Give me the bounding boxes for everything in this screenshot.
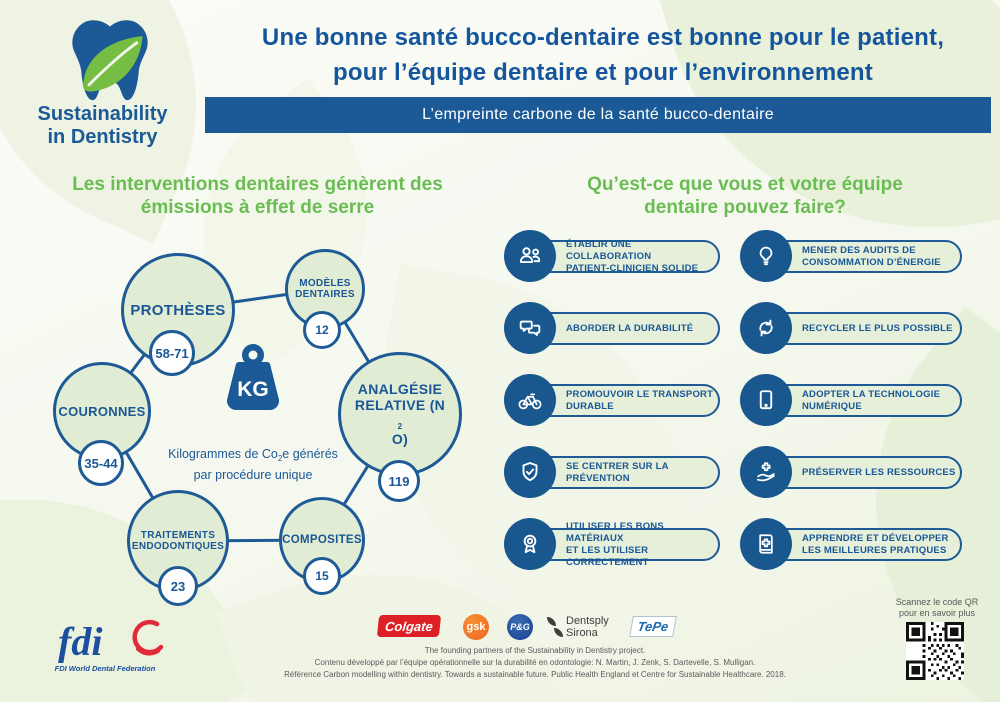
action-item-durabilite: ABORDER LA DURABILITÉ <box>504 302 720 354</box>
dentsply-sirona-icon <box>545 616 565 638</box>
value-badge-traitements: 23 <box>158 566 198 606</box>
bubble-modeles-dentaires: MODÈLES DENTAIRES <box>285 249 365 329</box>
bubble-traitements-endodontiques: TRAITEMENTS ENDODONTIQUES <box>127 490 229 592</box>
bubble-analgesie-relative: ANALGÉSIE RELATIVE (N $_2$ O) <box>338 352 462 476</box>
value-badge-modeles: 12 <box>303 311 341 349</box>
qr-code <box>906 622 964 680</box>
left-section-heading: Les interventions dentaires génèrent des émissions à effet de serre <box>72 174 443 218</box>
page-title-line1: Une bonne santé bucco-dentaire est bonne pour le patient, <box>261 24 945 51</box>
dentsply-sirona-logo: Dentsply Sirona <box>566 615 609 639</box>
gsk-logo: gsk <box>463 614 489 640</box>
colgate-logo: Colgate <box>377 615 441 637</box>
action-item-prevention: SE CENTRER SUR LA PRÉVENTION <box>504 446 720 498</box>
qr-instruction: Scannez le code QR pour en savoir plus <box>895 597 979 618</box>
footer-note-line3: Référence Carbon modelling within dentistry. Towards a sustainable future. Public Health England et Centre for Sustainable Healthcare. 2018. <box>284 670 786 679</box>
recycle-icon <box>740 302 792 354</box>
action-item-numerique: ADOPTER LA TECHNOLOGIE NUMÉRIQUE <box>740 374 962 426</box>
bubble-protheses: PROTHÈSES <box>121 253 235 367</box>
footer-note-line1: The founding partners of the Sustainability in Dentistry project. <box>424 646 646 655</box>
emissions-bubble-chart <box>30 230 490 610</box>
svg-text:KG: KG <box>237 378 269 401</box>
banner-subtitle: L’empreinte carbone de la santé bucco-dentaire <box>205 97 991 133</box>
brand-title <box>10 103 195 149</box>
fdi-logo <box>35 618 175 680</box>
background-leaf-shape <box>781 306 1000 702</box>
footer-notes <box>225 645 845 681</box>
action-item-pratiques: APPRENDRE ET DÉVELOPPER LES MEILLEURES PRATIQUES <box>740 518 962 570</box>
footer-note-line2: Contenu développé par l’équipe opérationnelle sur la durabilité en odontologie: N. Martin, J. Zenk, S. Dartevelle, S. Mulligan. <box>314 658 756 667</box>
shield-check-icon <box>504 446 556 498</box>
lightbulb-icon <box>740 230 792 282</box>
page-title-line2: pour l’équipe dentaire et pour l’environnement <box>333 59 873 86</box>
bubble-couronnes: COURONNES <box>53 362 151 460</box>
bicycle-icon <box>504 374 556 426</box>
page-title <box>208 20 998 90</box>
action-item-collaboration: ÉTABLIR UNE COLLABORATION PATIENT-CLINICIEN SOLIDE <box>504 230 720 282</box>
care-hand-icon <box>740 446 792 498</box>
action-item-materiaux: UTILISER LES BONS MATÉRIAUX ET LES UTILISER CORRECTEMENT <box>504 518 720 570</box>
fdi-tagline: FDI World Dental Federation <box>54 664 156 673</box>
tepe-logo: TePe <box>629 616 677 637</box>
value-badge-composites: 15 <box>303 557 341 595</box>
tablet-icon <box>740 374 792 426</box>
bubble-composites: COMPOSITES <box>279 497 365 583</box>
tooth-leaf-logo <box>62 16 158 104</box>
value-badge-couronnes: 35-44 <box>78 440 124 486</box>
medical-book-icon <box>740 518 792 570</box>
action-item-transport: PROMOUVOIR LE TRANSPORT DURABLE <box>504 374 720 426</box>
brand-title-line2: in Dentistry <box>47 126 158 148</box>
action-item-recycler: RECYCLER LE PLUS POSSIBLE <box>740 302 962 354</box>
action-item-ressources: PRÉSERVER LES RESSOURCES <box>740 446 962 498</box>
chat-bubbles-icon <box>504 302 556 354</box>
right-section-heading: Qu’est-ce que vous et votre équipe dentaire pouvez faire? <box>587 174 903 218</box>
kg-weight-icon <box>206 342 300 430</box>
svg-text:fdi: fdi <box>58 619 103 663</box>
medal-icon <box>504 518 556 570</box>
brand-title-line1: Sustainability <box>37 103 168 125</box>
kg-caption: Kilogrammes de $Co_2e$ générés par procédure unique <box>168 447 338 482</box>
value-badge-analgesie: 119 <box>378 460 420 502</box>
value-badge-protheses: 58-71 <box>149 330 195 376</box>
pg-logo: P&G <box>507 614 533 640</box>
action-item-audits: MENER DES AUDITS DE CONSOMMATION D’ÉNERGIE <box>740 230 962 282</box>
users-icon <box>504 230 556 282</box>
